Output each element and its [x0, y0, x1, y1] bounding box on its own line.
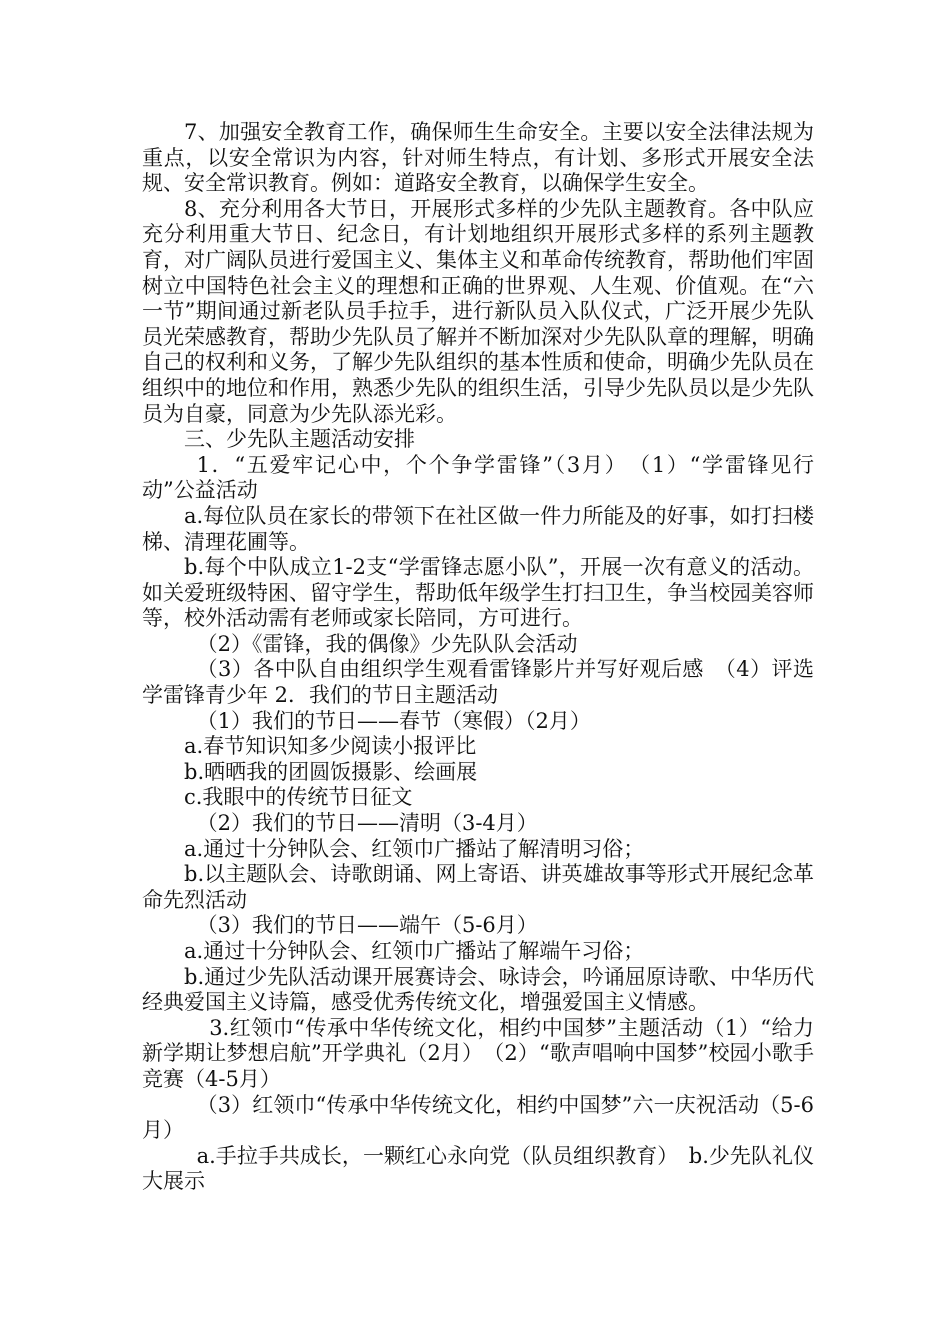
- paragraph-activity-3: 3.红领巾“传承中华传统文化，相约中国梦”主题活动（1）“给力新学期让梦想启航”开学典礼（2月） （2）“歌声唱响中国梦”校园小歌手竞赛（4-5月）: [142, 1015, 814, 1091]
- section-heading-activities: 三、少先队主题活动安排: [184, 427, 415, 452]
- paragraph-activity-3-3: （3）红领巾“传承中华传统文化，相约中国梦”六一庆祝活动（5-6月）: [142, 1092, 814, 1143]
- paragraph-qingming-a: a.通过十分钟队会、红领巾广播站了解清明习俗；: [184, 836, 645, 861]
- paragraph-safety-education: 7、加强安全教育工作，确保师生生命安全。主要以安全法律法规为重点，以安全常识为内容，针对师生特点，有计划、多形式开展安全法规、安全常识教育。例如：道路安全教育，以确保学生安全。: [142, 120, 814, 196]
- paragraph-spring-c: c.我眼中的传统节日征文: [184, 785, 413, 810]
- paragraph-duanwu-b: b.通过少先队活动课开展赛诗会、咏诗会，吟诵屈原诗歌、中华历代经典爱国主义诗篇，感受优秀传统文化，增强爱国主义情感。: [142, 964, 814, 1015]
- paragraph-festival-spring: （1）我们的节日——春节（寒假）（2月）: [196, 708, 591, 733]
- document-body: [142, 120, 814, 1195]
- paragraph-spring-a: a.春节知识知多少阅读小报评比: [184, 734, 477, 759]
- paragraph-spring-b: b.晒晒我的团圆饭摄影、绘画展: [184, 759, 478, 784]
- paragraph-activity-1-2: （2）《雷锋，我的偶像》少先队队会活动: [196, 631, 578, 656]
- paragraph-activity-3-a: a.手拉手共成长，一颗红心永向党（队员组织教育） b.少先队礼仪大展示: [142, 1143, 814, 1194]
- paragraph-qingming-b: b.以主题队会、诗歌朗诵、网上寄语、讲英雄故事等形式开展纪念革命先烈活动: [142, 862, 814, 912]
- paragraph-festival-qingming: （2）我们的节日——清明（3-4月）: [196, 811, 538, 836]
- paragraph-duanwu-a: a.通过十分钟队会、红领巾广播站了解端午习俗；: [184, 939, 645, 963]
- paragraph-festival-duanwu: （3）我们的节日——端午（5-6月）: [196, 913, 538, 938]
- paragraph-activity-1a: a.每位队员在家长的带领下在社区做一件力所能及的好事，如打扫楼梯、清理花圃等。: [142, 503, 814, 554]
- paragraph-activity-1: 1．“五爱牢记心中，个个争学雷锋”（3月） （1）“学雷锋见行动”公益活动: [142, 452, 814, 503]
- paragraph-activity-1-3: （3）各中队自由组织学生观看雷锋影片并写好观后感 （4）评选学雷锋青少年 2．我们的节日主题活动: [142, 657, 814, 708]
- paragraph-activity-1b: b.每个中队成立1-2支“学雷锋志愿小队”，开展一次有意义的活动。如关爱班级特困、留守学生，帮助低年级学生打扫卫生，争当校园美容师等，校外活动需有老师或家长陪同，方可进行。: [142, 555, 814, 631]
- paragraph-festival-education: 8、充分利用各大节日，开展形式多样的少先队主题教育。各中队应充分利用重大节日、纪念日，有计划地组织开展形式多样的系列主题教育，对广阔队员进行爱国主义、集体主义和革命传统教育，帮助他们牢固树立中国特色社会主义的理想和正确的世界观、人生观、价值观。在“六一节”期间通过新老队员手拉手，进行新队员入队仪式，广泛开展少先队员光荣感教育，帮助少先队员了解并不断加深对少先队队章的理解，明确自己的权利和义务，了解少先队组织的基本性质和使命，明确少先队员在组织中的地位和作用，熟悉少先队的组织生活，引导少先队员以是少先队员为自豪，同意为少先队添光彩。: [142, 196, 814, 426]
